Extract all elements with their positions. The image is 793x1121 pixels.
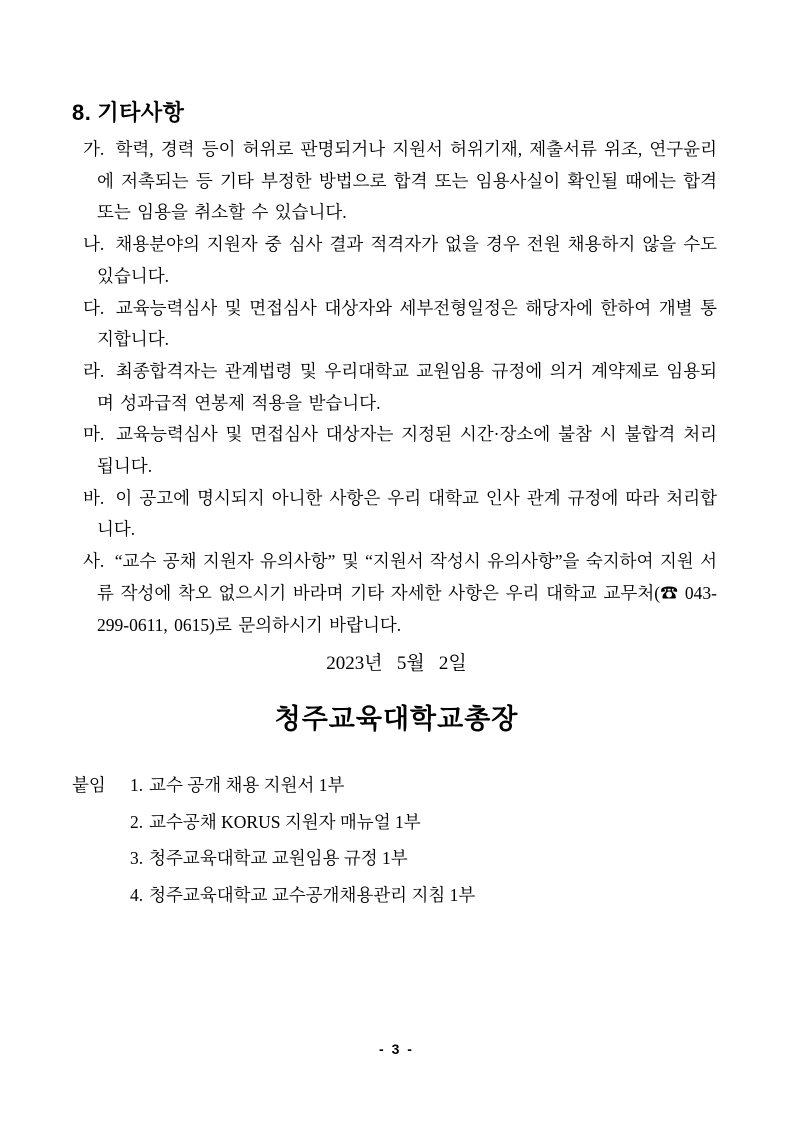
item-marker: 사.: [83, 551, 105, 572]
list-item-na: [83, 229, 717, 292]
item-text: 이 공고에 명시되지 아니한 사항은 우리 대학교 인사 관계 규정에 따라 처리합니다.: [97, 487, 717, 540]
attachments-label: 붙임: [72, 775, 106, 796]
list-item-da: [83, 293, 717, 356]
list-item-ra: [83, 356, 717, 419]
item-text: 교육능력심사 및 면접심사 대상자와 세부전형일정은 해당자에 한하여 개별 통지합니다.: [97, 297, 717, 350]
item-text: 최종합격자는 관계법령 및 우리대학교 교원임용 규정에 의거 계약제로 임용되며 성과급적 연봉제 적용을 받습니다.: [97, 360, 717, 413]
attachment-item: [130, 840, 717, 877]
item-marker: 마.: [83, 424, 105, 445]
issue-date: 2023년 5월 2일: [326, 653, 467, 675]
item-marker: 라.: [83, 360, 105, 381]
section-heading: [72, 100, 717, 126]
list-item-ba: [83, 483, 717, 546]
attachment-number: 2.: [130, 811, 144, 832]
attachment-item: [130, 877, 717, 914]
section-body: [83, 134, 718, 641]
list-item-ma: [83, 419, 717, 482]
page-number: - 3 -: [379, 1041, 414, 1057]
issuer-signature: 청주교육대학교총장: [274, 704, 519, 735]
item-text: 학력, 경력 등이 허위로 판명되거나 지원서 허위기재, 제출서류 위조, 연구윤리에 저촉되는 등 기타 부정한 방법으로 합격 또는 임용사실이 확인될 때에는 합격 또는 임용을 취소할 수 있습니다.: [97, 139, 717, 223]
attachments-list: [130, 767, 717, 913]
attachments-section: [72, 767, 717, 913]
section-title: 기타사항: [97, 100, 185, 125]
item-marker: 바.: [83, 487, 105, 508]
item-text: “교수 공채 지원자 유의사항” 및 “지원서 작성시 유의사항”을 숙지하여 지원 서류 작성에 착오 없으시기 바라며 기타 자세한 사항은 우리 대학교 교무처(☎ 043-299-0611, 0615)로 문의하시기 바랍니다.: [97, 551, 718, 635]
attachment-item: [130, 804, 717, 841]
list-item-sa: [83, 546, 718, 641]
item-text: 채용분야의 지원자 중 심사 결과 적격자가 없을 경우 전원 채용하지 않을 수도 있습니다.: [97, 234, 717, 286]
item-marker: 다.: [83, 297, 105, 318]
section-number: 8.: [72, 100, 92, 125]
item-text: 교육능력심사 및 면접심사 대상자는 지정된 시간·장소에 불참 시 불합격 처리됩니다.: [97, 424, 717, 477]
attachment-item: [130, 767, 717, 804]
item-marker: 가.: [83, 139, 105, 159]
attachment-text: 교수공채 KORUS 지원자 매뉴얼 1부: [149, 811, 421, 832]
attachment-number: 3.: [130, 848, 144, 869]
attachment-number: 1.: [130, 775, 144, 796]
attachment-text: 교수 공개 채용 지원서 1부: [149, 775, 345, 796]
list-item-ga: [83, 134, 717, 229]
attachment-text: 청주교육대학교 교원임용 규정 1부: [149, 848, 408, 869]
attachment-number: 4.: [130, 884, 144, 905]
attachment-text: 청주교육대학교 교수공개채용관리 지침 1부: [149, 884, 476, 905]
item-marker: 나.: [83, 234, 105, 255]
